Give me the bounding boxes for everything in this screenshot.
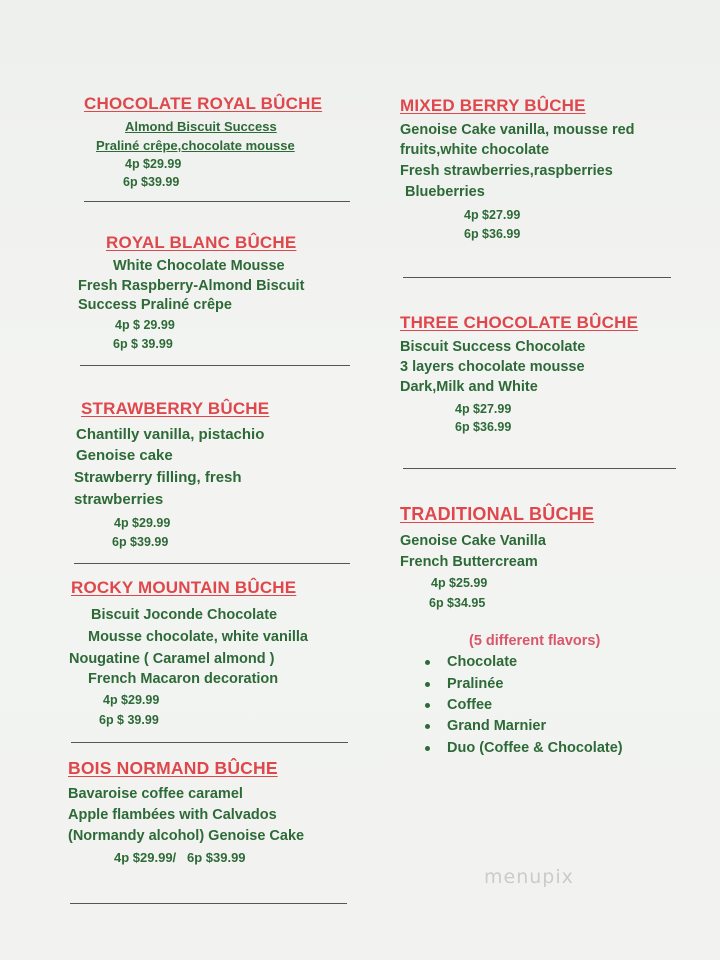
bullet-icon <box>425 746 430 751</box>
mixed-berry-line-1: Genoise Cake vanilla, mousse red <box>400 122 635 138</box>
flavor-item: Pralinée <box>447 676 504 692</box>
strawberry-line-3: Strawberry filling, fresh <box>74 469 242 486</box>
strawberry-line-4: strawberries <box>74 491 164 508</box>
bois-normand-line-1: Bavaroise coffee caramel <box>68 786 243 802</box>
mixed-berry-title: MIXED BERRY BÛCHE <box>400 96 586 115</box>
strawberry-price-4p: 4p $29.99 <box>114 516 171 530</box>
flavors-heading: (5 different flavors) <box>469 633 601 649</box>
traditional-line-1: Genoise Cake Vanilla <box>400 533 546 549</box>
rocky-mountain-line-2: Mousse chocolate, white vanilla <box>88 629 308 645</box>
three-chocolate-price-4p: 4p $27.99 <box>455 402 512 416</box>
traditional-line-2: French Buttercream <box>400 554 538 570</box>
bullet-icon <box>425 703 430 708</box>
three-chocolate-line-1: Biscuit Success Chocolate <box>400 339 586 355</box>
rocky-mountain-line-4: French Macaron decoration <box>88 671 279 687</box>
flavor-item: Chocolate <box>447 654 518 670</box>
strawberry-price-6p: 6p $39.99 <box>112 535 169 549</box>
bois-normand-prices: 4p $29.99/ 6p $39.99 <box>114 850 246 865</box>
rocky-mountain-title: ROCKY MOUNTAIN BÛCHE <box>71 578 297 597</box>
chocolate-royal-line-1: Almond Biscuit Success <box>125 119 277 134</box>
strawberry-line-1: Chantilly vanilla, pistachio <box>76 426 265 443</box>
three-chocolate-line-3: Dark,Milk and White <box>400 379 538 395</box>
strawberry-line-2: Genoise cake <box>76 447 173 464</box>
chocolate-royal-price-4p: 4p $29.99 <box>125 157 182 171</box>
traditional-title: TRADITIONAL BÛCHE <box>400 504 595 524</box>
three-chocolate-price-6p: 6p $36.99 <box>455 420 512 434</box>
flavor-item: Coffee <box>447 697 493 713</box>
divider <box>84 201 350 202</box>
rocky-mountain-price-6p: 6p $ 39.99 <box>99 713 159 727</box>
bois-normand-line-2: Apple flambées with Calvados <box>68 807 277 823</box>
divider <box>74 563 350 564</box>
mixed-berry-line-4: Blueberries <box>405 184 485 200</box>
mixed-berry-price-6p: 6p $36.99 <box>464 227 521 241</box>
bois-normand-title: BOIS NORMAND BÛCHE <box>68 758 278 778</box>
bullet-icon <box>425 724 430 729</box>
rocky-mountain-line-1: Biscuit Joconde Chocolate <box>91 607 278 623</box>
mixed-berry-price-4p: 4p $27.99 <box>464 208 521 222</box>
divider <box>71 742 348 743</box>
rocky-mountain-line-3: Nougatine ( Caramel almond ) <box>69 651 275 667</box>
divider <box>403 468 676 469</box>
flavor-item: Grand Marnier <box>447 718 547 734</box>
divider <box>403 277 671 278</box>
chocolate-royal-line-2: Praliné crêpe,chocolate mousse <box>96 138 295 153</box>
traditional-price-4p: 4p $25.99 <box>431 576 488 590</box>
mixed-berry-line-2: fruits,white chocolate <box>400 142 550 158</box>
royal-blanc-price-4p: 4p $ 29.99 <box>115 318 175 332</box>
bullet-icon <box>425 660 430 665</box>
royal-blanc-line-2: Fresh Raspberry-Almond Biscuit <box>78 278 305 294</box>
royal-blanc-line-1: White Chocolate Mousse <box>113 258 285 274</box>
divider <box>70 903 347 904</box>
three-chocolate-title: THREE CHOCOLATE BÛCHE <box>400 313 639 332</box>
chocolate-royal-price-6p: 6p $39.99 <box>123 175 180 189</box>
mixed-berry-line-3: Fresh strawberries,raspberries <box>400 163 613 179</box>
rocky-mountain-price-4p: 4p $29.99 <box>103 693 160 707</box>
royal-blanc-price-6p: 6p $ 39.99 <box>113 337 173 351</box>
royal-blanc-title: ROYAL BLANC BÛCHE <box>106 233 297 252</box>
strawberry-title: STRAWBERRY BÛCHE <box>81 399 270 418</box>
three-chocolate-line-2: 3 layers chocolate mousse <box>400 359 585 375</box>
divider <box>80 365 350 366</box>
bois-normand-line-3: (Normandy alcohol) Genoise Cake <box>68 828 305 844</box>
bullet-icon <box>425 682 430 687</box>
royal-blanc-line-3: Success Praliné crêpe <box>78 297 232 313</box>
chocolate-royal-title: CHOCOLATE ROYAL BÛCHE <box>84 94 323 113</box>
watermark: menupix <box>484 866 574 888</box>
flavor-item: Duo (Coffee & Chocolate) <box>447 740 623 756</box>
traditional-price-6p: 6p $34.95 <box>429 596 486 610</box>
